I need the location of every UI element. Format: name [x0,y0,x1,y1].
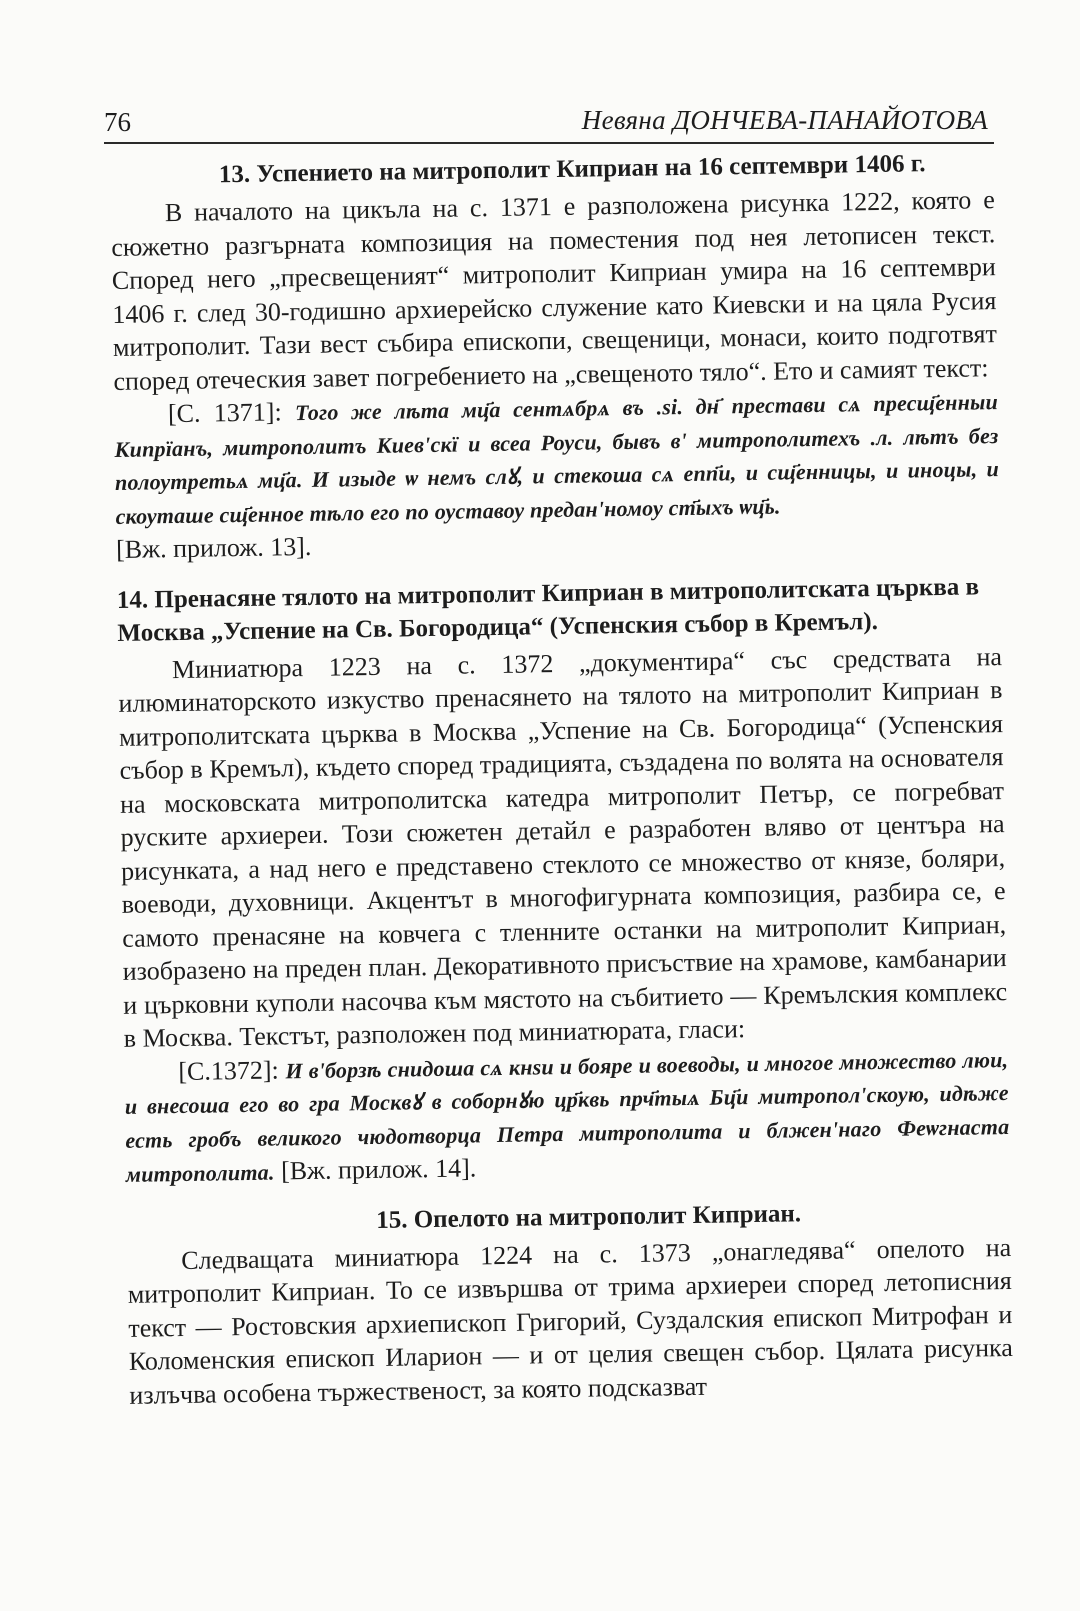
section-13-paragraph: В началото на цикъла на с. 1371 е разположена рисунка 1222, която е сюжетно разгърната композиция на поместения под нея летописен текст. Според него „пресвещеният“ митрополит Киприан умира на 16 септември 1406 г. след 30-годишно архиерейско служение като Киевски и на цяла Русия митрополит. Тази вест събира епископи, свещеници, монаси, които подготвят според отеческия завет погребението на „свещеното тяло“. Ето и самият текст: [111,185,998,396]
quote-14-slavonic-text: И в'борзѣ снидоша сѧ кнѕи и бояре и воеводы, и многое множество люи, и внесоша его во гра Москвꙋ в соборнꙋю цр҃квь прч҃тыѧ Бц҃и митропол'скоую, идѣже есть гробъ великого чюдотворца Петра митрополита и блжен'наго Феѡгнаста митрополита. [124,1046,1010,1187]
quote-14-reference: [С.1372]: [178,1054,286,1086]
section-15-heading: 15. Опелото на митрополит Киприан. [376,1199,802,1234]
section-13-quotation [114,384,1001,567]
quote-14-appendix-note: [Вж. прилож. 14]. [274,1153,477,1186]
quote-13-reference: [С. 1371]: [167,397,296,429]
page-body [110,146,1014,1412]
section-14-paragraph: Миниатюра 1223 на с. 1372 „документира“ със средствата на илюминаторското изкуство пренасянето на тялото на митрополит Киприан в митрополитската църква в Москва „Успение на Св. Богородица“ (Успенския събор в Кремъл), където според традицията, създадена по волята на основателя на московската митрополитска катедра митрополит Петър, се погребват руските архиереи. Този сюжетен детайл е разработен вляво от центъра на рисунката, а над него е представено стеклото се множество от князе, боляри, воеводи, духовници. Акцентът в многофигурната композиция, разбира се, е самото пренасяне на ковчега с тленните останки на митрополит Киприан, изобразено на преден план. Декоративното присъствие на храмове, камбанарии и църковни куполи насочва към мястото на събитието — Кремълския комплекс в Москва. Текстът, разположен под миниатюрата, гласи: [118,641,1008,1053]
page-number: 76 [104,107,131,137]
section-14-heading: 14. Пренасяне тялото на митрополит Киприан в митрополитската църква в Москва „Успение на Св. Богородица“ (Успенския събор в Кремъл). [116,572,980,647]
page-header [104,96,994,144]
quote-13-slavonic-text: Того же лѣта мц҃а сентѧбрѧ въ .ѕі. дн҃ престави сѧ пресщ҃енныи Кипрїанъ, митрополитъ Киев'скї и всеа Роуси, бывъ в' митрополитехъ .л. лѣтъ без полоутретьѧ мц҃а. И изыде ѡ немъ слꙋ, и стекоша сѧ епп҃и, и сщ҃енницы, и иноцы, и скоуташе сщ҃енное тѣло его по оуставоу предан'номоу ст҃ыхъ ѡц҃ь. [114,389,1000,529]
section-15-paragraph: Следващата миниатюра 1224 на с. 1373 „онагледява“ опелото на митрополит Киприан. То се извършва от трима архиереи според летописния текст — Ростовския архиепископ Григорий, Суздалския епископ Митрофан и Коломенския епископ Иларион — и от целия свещен събор. Цялата рисунка излъчва особена тържественост, за която подсказват [127,1232,1013,1410]
section-13-heading: 13. Успението на митрополит Киприан на 16 септември 1406 г. [218,150,926,189]
quote-13-appendix-note: [Вж. прилож. 13]. [115,531,312,564]
section-14-quotation [124,1042,1010,1192]
running-head-author: Невяна ДОНЧЕВА-ПАНАЙОТОВА [581,105,988,135]
